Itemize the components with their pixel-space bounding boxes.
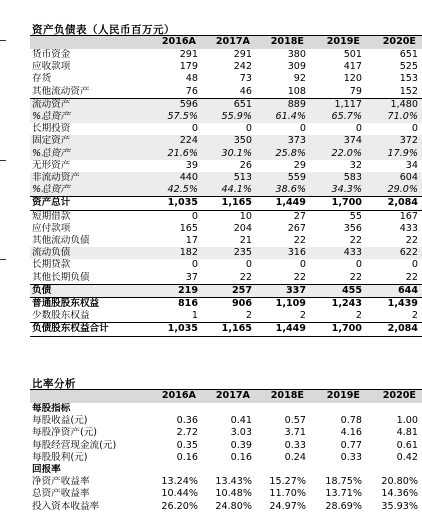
table-cell: 651 (202, 98, 256, 111)
table-cell: 235 (202, 247, 256, 259)
table-cell: 38.6% (256, 184, 310, 197)
table-cell: 1,117 (310, 98, 366, 111)
row-label: 每股指标 (32, 403, 71, 414)
table-cell: 0.35 (176, 439, 198, 451)
table-cell: 46 (239, 85, 252, 97)
row-label: 短期借款 (32, 210, 71, 222)
table-cell: 61.4% (256, 111, 310, 123)
table-cell: 1,700 (310, 197, 366, 210)
header-blank (30, 390, 148, 404)
table-row (30, 323, 422, 336)
table-cell: 14.36% (381, 488, 418, 500)
table-cell: 604 (366, 172, 422, 184)
table-cell: 417 (343, 61, 362, 73)
row-label: 普通股股东权益 (30, 298, 148, 311)
table-cell: 1,449 (256, 197, 310, 210)
table-cell: 291 (233, 49, 252, 60)
table-row (30, 452, 422, 464)
table-cell: 1 (191, 310, 198, 322)
row-label: %总资产 (30, 148, 148, 160)
table-cell: 2,084 (366, 197, 422, 210)
table-cell: 596 (148, 98, 202, 111)
row-label: %总资产 (30, 111, 148, 123)
table-cell: 152 (399, 85, 418, 97)
table-cell: 120 (343, 73, 362, 85)
table-cell: 267 (287, 222, 306, 234)
table-cell: 3.71 (284, 427, 306, 439)
row-label: 其他流动资产 (32, 85, 90, 97)
table-row (30, 427, 422, 439)
table-cell: 39 (185, 159, 198, 171)
table-cell: 0.39 (230, 439, 252, 451)
table-cell: 257 (202, 284, 256, 297)
column-header: 2018E (256, 36, 310, 50)
table-cell: 108 (287, 85, 306, 97)
table-cell: 1,035 (148, 197, 202, 210)
row-label: 每股经营现金流(元) (32, 439, 117, 451)
table-row (30, 184, 422, 197)
table-cell: 0.77 (340, 439, 362, 451)
row-label: 应收款项 (32, 61, 71, 73)
table-row (30, 49, 422, 61)
row-label: 应付款项 (32, 222, 71, 234)
table-cell: 0 (299, 259, 306, 271)
ratio-analysis-title: 比率分析 (32, 378, 76, 390)
margin-rule (0, 40, 6, 41)
table-cell: 2,084 (366, 323, 422, 336)
table-header-row (30, 390, 422, 404)
row-label: 每股股利(元) (32, 451, 88, 463)
table-cell: 165 (179, 222, 198, 234)
table-row (30, 98, 422, 111)
row-label: 每股收益(元) (32, 415, 88, 427)
row-label: 流动资产 (30, 98, 148, 111)
table-cell: 0.61 (396, 439, 418, 451)
table-cell: 29 (293, 159, 306, 171)
table-cell: 73 (239, 73, 252, 85)
table-row (30, 61, 422, 73)
table-cell: 17 (185, 235, 198, 247)
table-cell: 0.36 (176, 415, 198, 427)
table-cell (202, 464, 256, 476)
table-cell: 0 (191, 259, 198, 271)
row-label: 每股净资产(元) (32, 427, 98, 439)
table-row (30, 73, 422, 85)
row-label: 负债 (30, 284, 148, 297)
table-cell: 337 (256, 284, 310, 297)
table-cell: 42.5% (148, 184, 202, 197)
column-header: 2020E (366, 390, 422, 404)
table-cell: 0.33 (284, 439, 306, 451)
table-cell: 204 (233, 222, 252, 234)
table-cell: 455 (310, 284, 366, 297)
margin-rule (0, 160, 6, 161)
table-cell: 291 (179, 49, 198, 60)
table-cell: 380 (287, 49, 306, 60)
column-header: 2016A (148, 36, 202, 50)
table-cell: 1,700 (310, 323, 366, 336)
table-cell: 1,480 (366, 98, 422, 111)
table-cell (366, 403, 422, 415)
table-cell (256, 464, 310, 476)
table-row (30, 160, 422, 172)
table-cell: 0 (411, 123, 418, 135)
table-cell: 816 (148, 298, 202, 311)
table-cell: 2 (245, 310, 252, 322)
row-label: 长期贷款 (32, 259, 71, 271)
table-cell: 1,109 (256, 298, 310, 311)
table-row (30, 440, 422, 452)
table-cell: 34.3% (310, 184, 366, 197)
row-label: 固定资产 (30, 135, 148, 147)
table-cell: 0 (411, 259, 418, 271)
table-cell: 22 (349, 271, 362, 283)
table-cell: 11.70% (269, 488, 306, 500)
table-cell: 0.42 (396, 451, 418, 463)
table-cell: 0 (191, 210, 198, 222)
table-cell: 29.0% (366, 184, 422, 197)
table-cell: 71.0% (366, 111, 422, 123)
table-row (30, 247, 422, 259)
table-cell: 373 (256, 135, 310, 147)
table-cell: 26 (239, 159, 252, 171)
table-row (30, 135, 422, 147)
table-cell: 906 (202, 298, 256, 311)
table-cell: 24.80% (215, 500, 252, 512)
table-row (30, 476, 422, 488)
table-cell (202, 403, 256, 415)
table-cell: 167 (399, 210, 418, 222)
table-cell: 2 (355, 310, 362, 322)
page-left-margin (0, 0, 28, 530)
ratio-analysis-table (30, 389, 422, 513)
column-header: 2019E (310, 36, 366, 50)
table-cell: 0 (245, 259, 252, 271)
table-cell: 0.41 (230, 415, 252, 427)
table-cell (366, 464, 422, 476)
table-cell: 0.78 (340, 415, 362, 427)
table-cell: 242 (233, 61, 252, 73)
column-header: 2017A (202, 390, 256, 404)
table-cell: 559 (256, 172, 310, 184)
table-cell: 1,449 (256, 323, 310, 336)
row-label: 非流动资产 (30, 172, 148, 184)
table-cell: 21 (239, 235, 252, 247)
row-label: %总资产 (30, 184, 148, 197)
table-cell (310, 464, 366, 476)
table-cell: 57.5% (148, 111, 202, 123)
row-label: 少数股东权益 (32, 310, 90, 322)
table-cell: 1,165 (202, 323, 256, 336)
row-label: 其他长期负债 (32, 271, 90, 283)
table-cell: 48 (185, 73, 198, 85)
row-label: 长期投资 (32, 123, 71, 135)
table-row (30, 148, 422, 160)
table-cell: 4.81 (396, 427, 418, 439)
table-header-row (30, 36, 422, 50)
table-cell: 22.0% (310, 148, 366, 160)
balance-sheet-table (30, 35, 422, 337)
table-cell: 13.24% (161, 476, 198, 488)
table-cell (310, 403, 366, 415)
table-cell: 440 (148, 172, 202, 184)
table-cell: 30.1% (202, 148, 256, 160)
table-cell: 0 (355, 123, 362, 135)
table-cell: 350 (202, 135, 256, 147)
table-cell: 32 (349, 159, 362, 171)
table-cell: 153 (399, 73, 418, 85)
table-cell: 372 (366, 135, 422, 147)
table-cell: 28.69% (325, 500, 362, 512)
table-row (30, 272, 422, 285)
table-cell: 76 (185, 85, 198, 97)
table-cell: 1,165 (202, 197, 256, 210)
table-row (30, 488, 422, 500)
table-cell: 501 (343, 49, 362, 60)
table-row (30, 464, 422, 476)
column-header: 2018E (256, 390, 310, 404)
table-cell: 179 (179, 61, 198, 73)
table-cell: 24.97% (269, 500, 306, 512)
table-cell: 55.9% (202, 111, 256, 123)
table-cell: 433 (310, 247, 366, 259)
table-cell: 13.71% (325, 488, 362, 500)
table-cell: 10.44% (161, 488, 198, 500)
table-cell: 309 (287, 61, 306, 73)
row-label: 存货 (32, 73, 52, 85)
table-row (30, 86, 422, 99)
table-cell: 2.72 (176, 427, 198, 439)
table-cell: 433 (399, 222, 418, 234)
table-row (30, 197, 422, 210)
table-cell: 622 (366, 247, 422, 259)
table-cell: 26.20% (161, 500, 198, 512)
table-cell: 2 (411, 310, 418, 322)
column-header: 2019E (310, 390, 366, 404)
table-cell: 65.7% (310, 111, 366, 123)
table-row (30, 210, 422, 223)
table-row (30, 123, 422, 135)
table-cell: 55 (349, 210, 362, 222)
table-cell: 27 (293, 210, 306, 222)
row-label: 总资产收益率 (32, 488, 90, 500)
table-cell: 22 (405, 235, 418, 247)
table-cell: 22 (293, 235, 306, 247)
table-cell: 3.03 (230, 427, 252, 439)
table-cell: 0.33 (340, 451, 362, 463)
margin-rule (0, 259, 6, 260)
table-row (30, 298, 422, 311)
table-cell: 22 (405, 271, 418, 283)
table-row (30, 223, 422, 235)
row-label: 负债股东权益合计 (30, 323, 148, 336)
row-label: 货币资金 (32, 49, 71, 60)
table-cell: 22 (349, 235, 362, 247)
table-cell: 513 (202, 172, 256, 184)
table-cell: 34 (405, 159, 418, 171)
table-row (30, 403, 422, 415)
table-row (30, 111, 422, 123)
table-row (30, 259, 422, 271)
row-label: 净资产收益率 (32, 476, 90, 488)
table-cell: 889 (256, 98, 310, 111)
table-cell: 374 (310, 135, 366, 147)
table-cell: 15.27% (269, 476, 306, 488)
row-label: 资产总计 (30, 197, 148, 210)
table-cell (148, 403, 202, 415)
table-row (30, 310, 422, 323)
table-cell: 182 (148, 247, 202, 259)
table-cell: 20.80% (381, 476, 418, 488)
table-cell: 1,035 (148, 323, 202, 336)
table-row (30, 284, 422, 297)
column-header: 2017A (202, 36, 256, 50)
table-cell: 13.43% (215, 476, 252, 488)
table-cell: 0 (299, 123, 306, 135)
table-cell: 644 (366, 284, 422, 297)
table-cell: 2 (299, 310, 306, 322)
table-cell: 22 (239, 271, 252, 283)
table-cell: 651 (399, 49, 418, 60)
table-cell (256, 403, 310, 415)
table-row (30, 415, 422, 427)
table-cell: 35.93% (381, 500, 418, 512)
table-cell: 316 (256, 247, 310, 259)
column-header: 2016A (148, 390, 202, 404)
table-cell: 0.24 (284, 451, 306, 463)
table-cell: 22 (293, 271, 306, 283)
table-row (30, 501, 422, 513)
row-label: 流动负债 (30, 247, 148, 259)
table-cell: 17.9% (366, 148, 422, 160)
table-cell: 0.16 (176, 451, 198, 463)
table-cell: 583 (310, 172, 366, 184)
table-cell: 1,243 (310, 298, 366, 311)
table-cell: 1,439 (366, 298, 422, 311)
table-cell: 525 (399, 61, 418, 73)
table-row (30, 235, 422, 247)
table-cell: 10.48% (215, 488, 252, 500)
table-cell: 37 (185, 271, 198, 283)
table-cell: 21.6% (148, 148, 202, 160)
table-cell: 356 (343, 222, 362, 234)
table-cell: 0.16 (230, 451, 252, 463)
table-cell: 79 (349, 85, 362, 97)
row-label: 其他流动负债 (32, 235, 90, 247)
table-cell: 4.16 (340, 427, 362, 439)
table-cell: 92 (293, 73, 306, 85)
table-cell: 1.00 (396, 415, 418, 427)
balance-sheet-title: 资产负债表（人民币百万元） (32, 24, 175, 36)
table-cell: 0 (191, 123, 198, 135)
column-header: 2020E (366, 36, 422, 50)
table-cell: 219 (148, 284, 202, 297)
table-cell: 44.1% (202, 184, 256, 197)
table-cell: 10 (239, 210, 252, 222)
table-cell: 18.75% (325, 476, 362, 488)
row-label: 无形资产 (32, 159, 71, 171)
table-cell: 0 (245, 123, 252, 135)
table-cell: 224 (148, 135, 202, 147)
row-label: 投入资本收益率 (32, 500, 100, 512)
table-cell: 25.8% (256, 148, 310, 160)
table-row (30, 172, 422, 184)
row-label: 回报率 (32, 464, 61, 476)
table-cell (148, 464, 202, 476)
header-blank (30, 36, 148, 50)
table-cell: 0.57 (284, 415, 306, 427)
table-cell: 0 (355, 259, 362, 271)
